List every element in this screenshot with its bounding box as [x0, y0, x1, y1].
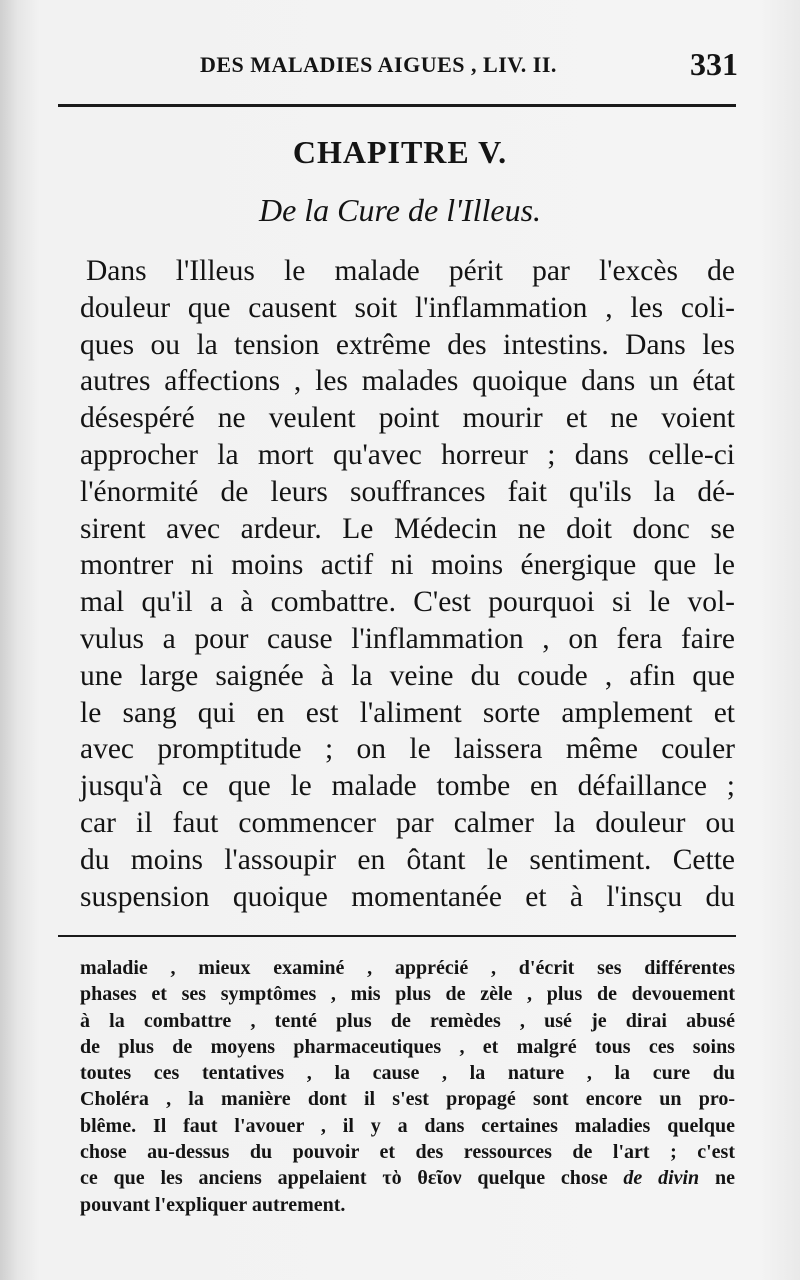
body-line: autres affections , les malades quoique dans un état	[80, 365, 735, 398]
chapter-heading: CHAPITRE V.	[292, 134, 508, 170]
footnote-line: à la combattre , tenté plus de remèdes , usé je dirai abusé	[80, 1009, 735, 1032]
body-line: du moins l'assoupir en ôtant le sentiment. Cette	[80, 843, 735, 876]
footnote-line: blême. Il faut l'avouer , il y a dans certaines maladies quelque	[80, 1114, 735, 1137]
body-line: suspension quoique momentanée et à l'insçu du	[80, 880, 735, 913]
footnote-line: chose au-dessus du pouvoir et des ressources de l'art ; c'est	[80, 1141, 735, 1164]
body-line: montrer ni moins actif ni moins énergique que le	[80, 549, 735, 582]
footnote-line-mixed	[80, 1165, 735, 1191]
footnote-line: phases et ses symptômes , mis plus de zèle , plus de devouement	[80, 983, 735, 1006]
footnote-rule	[58, 935, 736, 937]
body-line: jusqu'à ce que le malade tombe en défaillance ;	[80, 770, 735, 803]
body-line: Dans l'Illeus le malade périt par l'excès de	[86, 255, 735, 287]
body-line: sirent avec ardeur. Le Médecin ne doit donc se	[80, 512, 735, 545]
footnote-text: quelque chose	[461, 1167, 624, 1190]
footnote	[80, 955, 735, 1218]
greek-phrase: τὸ θεῖον	[382, 1167, 462, 1190]
chapter-title: De la Cure de l'Illeus.	[258, 192, 542, 228]
page-number: 331	[690, 46, 738, 82]
body-line: approcher la mort qu'avec horreur ; dans celle-ci	[80, 438, 735, 471]
running-head	[0, 46, 800, 82]
italic-phrase: de divin	[623, 1167, 700, 1190]
footnote-line: maladie , mieux examiné , apprécié , d'écrit ses différentes	[80, 957, 735, 979]
body-line: désespéré ne veulent point mourir et ne voient	[80, 402, 735, 435]
running-title: DES MALADIES AIGUES , LIV. II.	[200, 52, 557, 77]
footnote-line: Choléra , la manière dont il s'est propagé sont encore un pro-	[80, 1088, 735, 1111]
body-line: avec promptitude ; on le laissera même couler	[80, 733, 735, 766]
body-line: mal qu'il a à combattre. C'est pourquoi si le vol-	[80, 586, 735, 619]
footnote-text: ne	[699, 1167, 735, 1190]
body-line: une large saignée à la veine du coude , afin que	[80, 659, 735, 692]
body-line: le sang qui en est l'aliment sorte amplement et	[80, 696, 735, 729]
footnote-line: de plus de moyens pharmaceutiques , et malgré tous ces soins	[80, 1035, 735, 1058]
body-line: car il faut commencer par calmer la douleur ou	[80, 806, 735, 839]
footnote-line: pouvant l'expliquer autrement.	[80, 1193, 346, 1216]
body-line: vulus a pour cause l'inflammation , on fera faire	[80, 622, 735, 655]
footnote-text: ce que les anciens appelaient	[80, 1167, 383, 1190]
body-line: ques ou la tension extrême des intestins. Dans les	[80, 328, 735, 361]
body-text	[80, 253, 735, 915]
body-line: douleur que causent soit l'inflammation , les coli-	[80, 291, 735, 324]
footnote-line: toutes ces tentatives , la cause , la nature , la cure du	[80, 1062, 735, 1085]
body-line: l'énormité de leurs souffrances fait qu'ils la dé-	[80, 475, 735, 508]
header-rule	[58, 104, 736, 107]
